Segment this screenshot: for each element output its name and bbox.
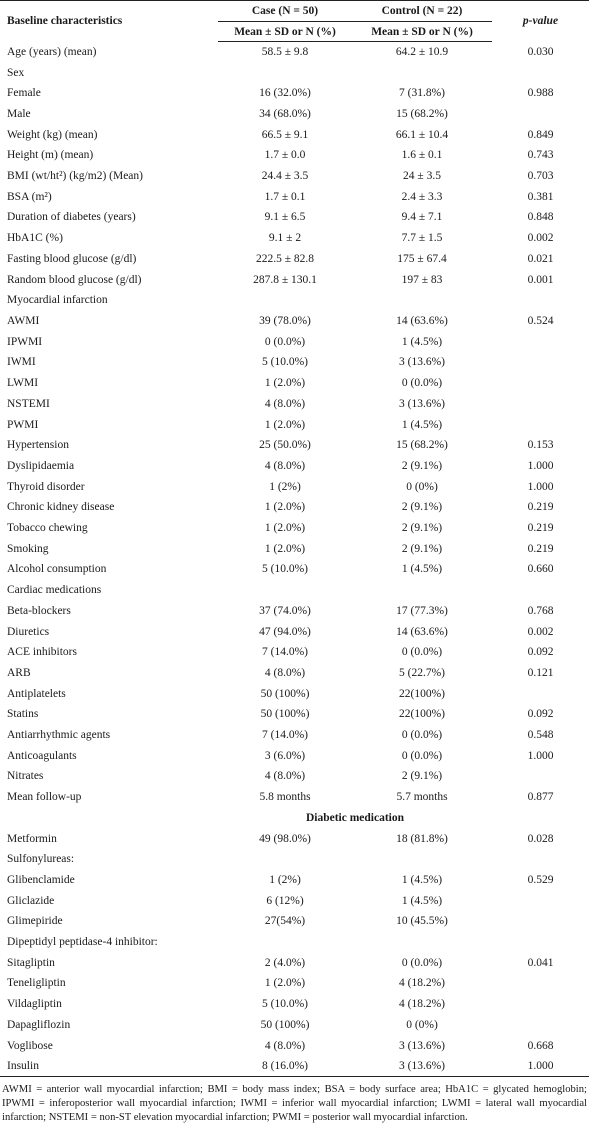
table-row	[0, 83, 589, 104]
case-value: 2 (4.0%)	[264, 956, 306, 969]
control-value: 7 (31.8%)	[399, 87, 445, 100]
pvalue-header-text: p-value	[522, 15, 559, 28]
control-value: 0 (0.0%)	[401, 729, 443, 742]
table-row	[0, 186, 589, 207]
pvalue-column-header	[492, 1, 589, 42]
control-value: 175 ± 67.4	[397, 252, 447, 265]
table-row	[0, 580, 589, 601]
case-value: 4 (8.0%)	[264, 459, 306, 472]
case-value: 34 (68.0%)	[259, 107, 311, 120]
case-value: 0 (0.0%)	[264, 335, 306, 348]
table-row	[0, 683, 589, 704]
pvalue-value: 1.000	[527, 749, 554, 762]
control-value: 2 (9.1%)	[401, 770, 443, 783]
case-column-header: Case (N = 50)	[218, 1, 352, 22]
control-value: 4 (18.2%)	[399, 977, 445, 990]
table-row	[0, 497, 589, 518]
pvalue-value: 0.668	[527, 1039, 554, 1052]
case-subheader: Mean ± SD or N (%)	[218, 22, 352, 42]
case-value: 1 (2.0%)	[264, 542, 306, 555]
table-row	[0, 911, 589, 932]
case-value: 50 (100%)	[260, 1018, 310, 1031]
control-value	[352, 290, 492, 311]
control-value: 0 (0.0%)	[401, 377, 443, 390]
pvalue-value: 0.848	[527, 211, 554, 224]
case-value: 49 (98.0%)	[259, 832, 311, 845]
case-value: 27(54%)	[264, 915, 306, 928]
row-label: Vildagliptin	[7, 998, 62, 1011]
pvalue-value	[492, 683, 589, 704]
control-value	[352, 849, 492, 870]
table-row	[0, 973, 589, 994]
row-label: Male	[7, 107, 31, 120]
table-row	[0, 600, 589, 621]
case-value: 9.1 ± 6.5	[264, 211, 306, 224]
row-label: Age (years) (mean)	[7, 45, 97, 58]
pvalue-value	[492, 352, 589, 373]
row-label: ARB	[7, 666, 31, 679]
case-value: 7 (14.0%)	[262, 729, 308, 742]
case-value: 1 (2.0%)	[264, 522, 306, 535]
case-value	[218, 932, 352, 953]
pvalue-value: 0.768	[527, 604, 554, 617]
control-value: 0 (0%)	[406, 480, 438, 493]
pvalue-value: 0.092	[527, 646, 554, 659]
control-value: 17 (77.3%)	[396, 604, 448, 617]
row-label: Dipeptidyl peptidase-4 inhibitor:	[7, 936, 158, 949]
control-value: 3 (13.6%)	[399, 397, 445, 410]
case-value: 39 (78.0%)	[259, 314, 311, 327]
row-label: BSA (m²)	[7, 190, 52, 203]
control-value: 5.7 months	[396, 791, 448, 804]
control-value: 3 (13.6%)	[399, 356, 445, 369]
case-value: 50 (100%)	[260, 708, 310, 721]
control-value: 18 (81.8%)	[396, 832, 448, 845]
case-value: 1 (2%)	[269, 873, 301, 886]
row-label: Smoking	[7, 542, 49, 555]
case-value: 66.5 ± 9.1	[261, 128, 309, 141]
row-label: Random blood glucose (g/dl)	[7, 273, 142, 286]
case-value: 5 (10.0%)	[262, 998, 308, 1011]
control-value: 1 (4.5%)	[401, 563, 443, 576]
case-value: 4 (8.0%)	[264, 770, 306, 783]
pvalue-value: 0.548	[527, 729, 554, 742]
row-label: Dyslipidaemia	[7, 459, 75, 472]
row-label: Anticoagulants	[7, 749, 77, 762]
control-value	[352, 932, 492, 953]
pvalue-value: 0.219	[527, 522, 554, 535]
table-row	[0, 725, 589, 746]
pvalue-value	[492, 62, 589, 83]
table-row	[0, 104, 589, 125]
control-value: 24 ± 3.5	[403, 170, 441, 183]
row-label: ACE inhibitors	[7, 646, 77, 659]
control-value: 10 (45.5%)	[396, 915, 448, 928]
table-footnote: AWMI = anterior wall myocardial infarction; BMI = body mass index; BSA = body surface area; HbA1C = glycated hemoglobin; IPWMI = inferoposterior wall myocardial infarction; IWMI = inferior wall myocardial infarction; LWMI = lateral wall myocardial infarction; NSTEMI = non-ST elevation myocardial infarction; PWMI = posterior wall myocardial infarction.	[2, 1084, 587, 1124]
pvalue-value: 0.877	[527, 791, 554, 804]
case-value: 37 (74.0%)	[259, 604, 311, 617]
case-value: 5 (10.0%)	[262, 563, 308, 576]
pvalue-value: 0.660	[527, 563, 554, 576]
pvalue-value	[492, 849, 589, 870]
table-row	[0, 849, 589, 870]
control-value: 2 (9.1%)	[401, 459, 443, 472]
case-value: 4 (8.0%)	[264, 397, 306, 410]
table-row	[0, 42, 589, 63]
section-heading: Diabetic medication	[305, 811, 405, 824]
pvalue-value	[492, 911, 589, 932]
section-spacer-cell	[492, 808, 589, 829]
control-value: 0 (0.0%)	[401, 956, 443, 969]
pvalue-value: 0.743	[527, 149, 554, 162]
characteristics-column-header: Baseline characteristics	[0, 1, 218, 42]
case-value: 50 (100%)	[260, 687, 310, 700]
table-row	[0, 890, 589, 911]
control-value: 4 (18.2%)	[399, 998, 445, 1011]
pvalue-value: 1.000	[527, 459, 554, 472]
pvalue-value: 0.121	[527, 666, 554, 679]
control-value: 1 (4.5%)	[401, 894, 443, 907]
case-value: 4 (8.0%)	[264, 1039, 306, 1052]
case-value: 3 (6.0%)	[264, 749, 306, 762]
pvalue-value	[492, 393, 589, 414]
control-value: 14 (63.6%)	[396, 314, 448, 327]
case-value	[218, 849, 352, 870]
row-label: Teneligliptin	[7, 977, 66, 990]
control-value: 0 (0.0%)	[401, 749, 443, 762]
pvalue-value: 0.703	[527, 170, 554, 183]
row-label: Weight (kg) (mean)	[7, 128, 98, 141]
pvalue-value	[492, 932, 589, 953]
case-value	[218, 62, 352, 83]
case-value: 1 (2.0%)	[264, 501, 306, 514]
case-value: 1 (2.0%)	[264, 418, 306, 431]
row-label: Voglibose	[7, 1039, 53, 1052]
table-row	[0, 518, 589, 539]
control-value: 3 (13.6%)	[399, 1039, 445, 1052]
pvalue-value: 0.153	[527, 439, 554, 452]
control-value: 15 (68.2%)	[396, 439, 448, 452]
row-label: Duration of diabetes (years)	[7, 211, 136, 224]
case-value: 222.5 ± 82.8	[255, 252, 315, 265]
row-label: BMI (wt/ht²) (kg/m2) (Mean)	[7, 170, 143, 183]
case-value: 16 (32.0%)	[259, 87, 311, 100]
control-value: 2 (9.1%)	[401, 542, 443, 555]
table-row	[0, 621, 589, 642]
control-value: 7.7 ± 1.5	[401, 232, 443, 245]
pvalue-value: 1.000	[492, 1056, 589, 1077]
row-label: Metformin	[7, 832, 57, 845]
pvalue-value	[492, 373, 589, 394]
case-value	[218, 580, 352, 601]
row-label: Beta-blockers	[7, 604, 71, 617]
table-row	[0, 994, 589, 1015]
pvalue-value: 0.002	[527, 625, 554, 638]
pvalue-value	[492, 994, 589, 1015]
row-label: Height (m) (mean)	[7, 149, 94, 162]
case-value: 7 (14.0%)	[262, 646, 308, 659]
control-value	[352, 62, 492, 83]
table-row	[0, 311, 589, 332]
case-value: 24.4 ± 3.5	[261, 170, 309, 183]
control-value	[352, 580, 492, 601]
table-row	[0, 393, 589, 414]
table-header-row	[0, 1, 589, 22]
pvalue-value	[492, 414, 589, 435]
row-label: LWMI	[7, 377, 39, 390]
table-row	[0, 124, 589, 145]
table-row	[0, 249, 589, 270]
case-value: 5.8 months	[259, 791, 311, 804]
section-spacer-cell	[0, 808, 218, 829]
table-row	[0, 538, 589, 559]
table-row	[0, 787, 589, 808]
case-value: 287.8 ± 130.1	[253, 273, 317, 286]
row-label: Female	[7, 87, 41, 100]
row-label: NSTEMI	[7, 397, 50, 410]
row-label: Fasting blood glucose (g/dl)	[7, 252, 137, 265]
case-value: 1.7 ± 0.1	[264, 190, 306, 203]
control-value: 0 (0.0%)	[401, 646, 443, 659]
pvalue-value: 0.030	[527, 45, 554, 58]
case-value: 6 (12%)	[266, 894, 304, 907]
pvalue-value: 0.021	[527, 252, 554, 265]
table-row	[0, 952, 589, 973]
case-value: 5 (10.0%)	[262, 356, 308, 369]
table-row	[0, 269, 589, 290]
table-row	[0, 704, 589, 725]
row-label: Chronic kidney disease	[7, 501, 115, 514]
control-value: 1 (4.5%)	[401, 418, 443, 431]
table-row	[0, 414, 589, 435]
pvalue-value: 0.849	[527, 128, 554, 141]
case-value: 8 (16.0%)	[218, 1056, 352, 1077]
table-row	[0, 373, 589, 394]
pvalue-value	[492, 104, 589, 125]
table-row	[0, 663, 589, 684]
pvalue-value: 0.219	[527, 501, 554, 514]
row-label: Nitrates	[7, 770, 44, 783]
table-row	[0, 642, 589, 663]
control-value: 1 (4.5%)	[401, 873, 443, 886]
table-body	[0, 42, 589, 1077]
table-row	[0, 1015, 589, 1036]
pvalue-value	[492, 1015, 589, 1036]
row-label: Tobacco chewing	[7, 522, 88, 535]
control-value: 22(100%)	[399, 687, 445, 700]
table-row	[0, 331, 589, 352]
pvalue-value: 0.988	[527, 87, 554, 100]
pvalue-value: 0.092	[527, 708, 554, 721]
table-row	[0, 352, 589, 373]
table-row	[0, 145, 589, 166]
row-label: Gliclazide	[7, 894, 55, 907]
row-label: Hypertension	[7, 439, 69, 452]
pvalue-value: 0.524	[527, 314, 554, 327]
pvalue-value: 0.028	[527, 832, 554, 845]
control-value: 1 (4.5%)	[401, 335, 443, 348]
pvalue-value	[492, 890, 589, 911]
control-value: 2 (9.1%)	[401, 501, 443, 514]
table-row	[0, 870, 589, 891]
case-value: 1 (2.0%)	[264, 977, 306, 990]
row-label: Statins	[7, 708, 39, 721]
control-value: 22(100%)	[399, 708, 445, 721]
row-label: Diuretics	[7, 625, 50, 638]
row-label: Cardiac medications	[7, 584, 102, 597]
row-label: AWMI	[7, 314, 40, 327]
control-value: 3 (13.6%)	[352, 1056, 492, 1077]
row-label: Myocardial infarction	[7, 294, 108, 307]
row-label: Antiplatelets	[7, 687, 66, 700]
table-row	[0, 766, 589, 787]
control-value: 9.4 ± 7.1	[401, 211, 443, 224]
table-row	[0, 1056, 589, 1077]
pvalue-value: 1.000	[527, 480, 554, 493]
table-row	[0, 290, 589, 311]
table-row	[0, 207, 589, 228]
row-label: Glibenclamide	[7, 873, 75, 886]
control-value: 1.6 ± 0.1	[401, 149, 443, 162]
table-row	[0, 456, 589, 477]
control-subheader: Mean ± SD or N (%)	[352, 22, 492, 42]
pvalue-value: 0.529	[527, 873, 554, 886]
control-value: 15 (68.2%)	[396, 107, 448, 120]
pvalue-value: 0.041	[527, 956, 554, 969]
control-value: 2.4 ± 3.3	[401, 190, 443, 203]
table-row	[0, 476, 589, 497]
row-label: Glimepiride	[7, 915, 63, 928]
row-label: HbA1C (%)	[7, 232, 63, 245]
table-row	[0, 435, 589, 456]
case-value: 1 (2%)	[269, 480, 301, 493]
table-row	[0, 228, 589, 249]
case-value	[218, 290, 352, 311]
row-label: Alcohol consumption	[7, 563, 107, 576]
pvalue-value	[492, 290, 589, 311]
row-label: IPWMI	[7, 335, 43, 348]
row-label: Mean follow-up	[7, 791, 82, 804]
control-value: 0 (0%)	[406, 1018, 438, 1031]
control-value: 197 ± 83	[401, 273, 443, 286]
case-value: 4 (8.0%)	[264, 666, 306, 679]
pvalue-value	[492, 766, 589, 787]
control-value: 14 (63.6%)	[396, 625, 448, 638]
row-label: Sex	[7, 66, 25, 79]
control-value: 5 (22.7%)	[399, 666, 445, 679]
row-label: Thyroid disorder	[7, 480, 85, 493]
pvalue-value: 0.002	[527, 232, 554, 245]
table-row	[0, 1035, 589, 1056]
control-column-header: Control (N = 22)	[352, 1, 492, 22]
row-label: Insulin	[0, 1056, 218, 1077]
case-value: 9.1 ± 2	[268, 232, 302, 245]
control-value: 66.1 ± 10.4	[395, 128, 449, 141]
row-label: Dapagliflozin	[7, 1018, 71, 1031]
table-row	[0, 808, 589, 829]
case-value: 1.7 ± 0.0	[264, 149, 306, 162]
control-value: 64.2 ± 10.9	[395, 46, 449, 59]
table-row	[0, 166, 589, 187]
pvalue-value	[492, 973, 589, 994]
case-value: 58.5 ± 9.8	[261, 46, 309, 59]
row-label: Antiarrhythmic agents	[7, 729, 111, 742]
pvalue-value: 0.219	[527, 542, 554, 555]
control-value: 2 (9.1%)	[401, 522, 443, 535]
row-label: Sulfonylureas:	[7, 853, 75, 866]
case-value: 47 (94.0%)	[259, 625, 311, 638]
table-row	[0, 828, 589, 849]
pvalue-value	[492, 331, 589, 352]
case-value: 1 (2.0%)	[264, 377, 306, 390]
case-value: 25 (50.0%)	[259, 439, 311, 452]
table-row	[0, 932, 589, 953]
pvalue-value: 0.381	[527, 190, 554, 203]
row-label: PWMI	[7, 418, 39, 431]
table-row	[0, 62, 589, 83]
row-label: IWMI	[7, 356, 36, 369]
table-row	[0, 559, 589, 580]
pvalue-value	[492, 580, 589, 601]
row-label: Sitagliptin	[7, 956, 55, 969]
pvalue-value: 0.001	[527, 273, 554, 286]
table-row	[0, 745, 589, 766]
